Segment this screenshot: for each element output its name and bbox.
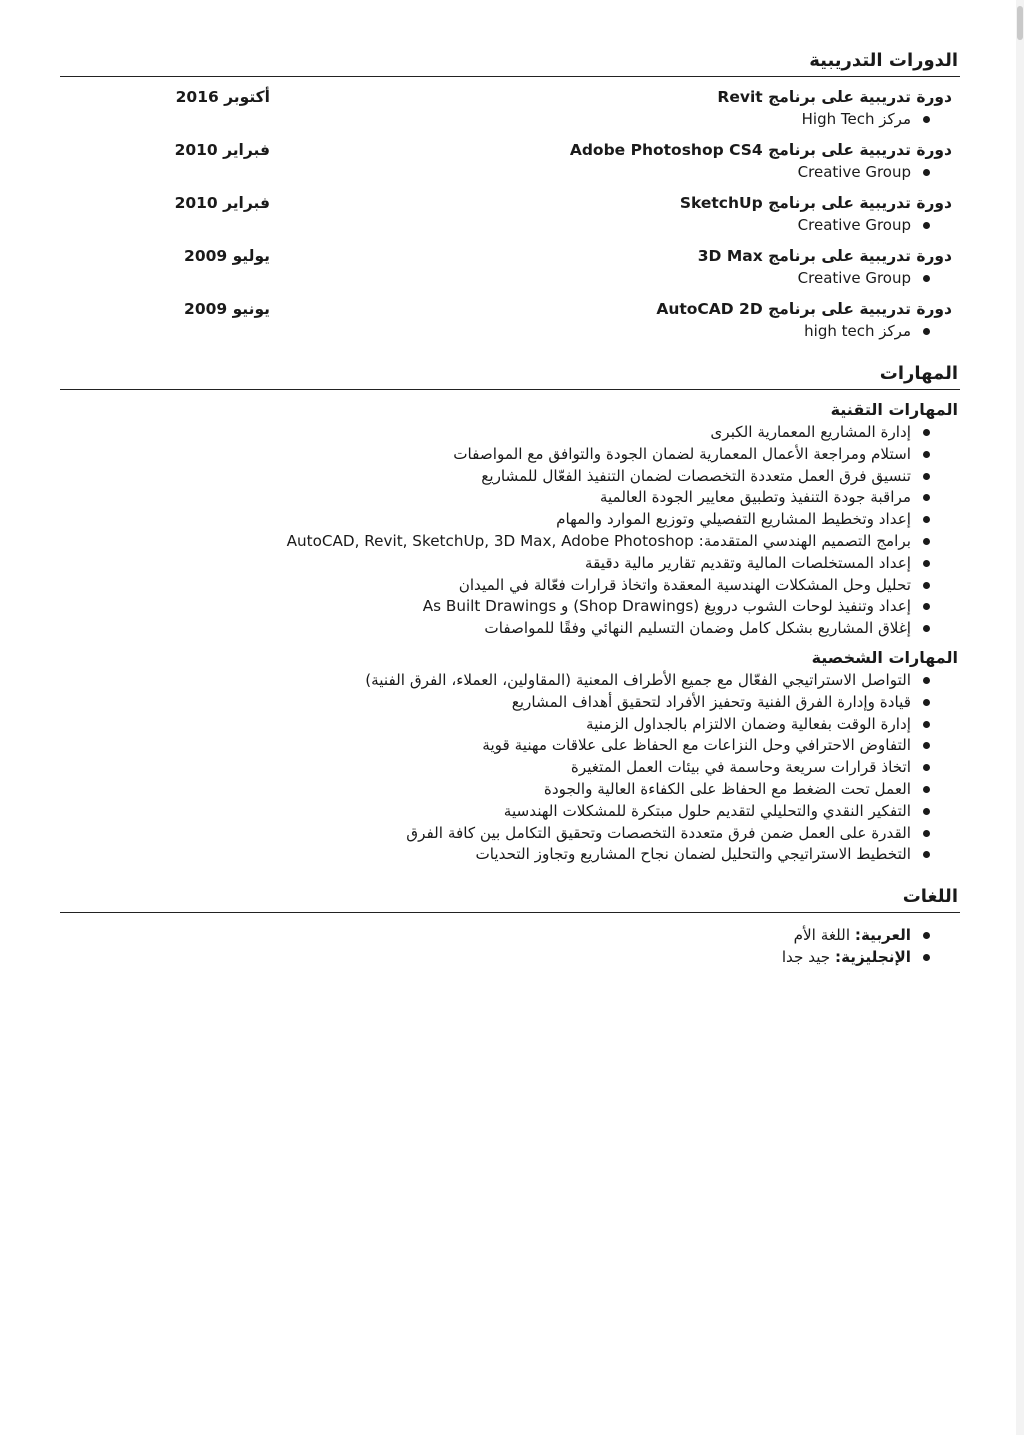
bullet-icon — [923, 699, 930, 706]
list-item: إدارة المشاريع المعمارية الكبرى — [60, 422, 960, 444]
list-item: التخطيط الاستراتيجي والتحليل لضمان نجاح المشاريع وتجاوز التحديات — [60, 844, 960, 866]
bullet-icon — [923, 494, 930, 501]
section-divider — [60, 912, 960, 913]
bullet-icon — [923, 625, 930, 632]
bullet-icon — [923, 473, 930, 480]
resume-page — [60, 48, 960, 969]
languages-list — [60, 925, 960, 969]
course-item — [60, 297, 960, 361]
course-org: Creative Group — [798, 267, 952, 289]
list-item: استلام ومراجعة الأعمال المعمارية لضمان الجودة والتوافق مع المواصفات — [60, 444, 960, 466]
course-title: دورة تدريبية على برنامج 3D Max — [697, 247, 952, 265]
bullet-icon — [923, 328, 930, 335]
list-item: مراقبة جودة التنفيذ وتطبيق معايير الجودة العالمية — [60, 487, 960, 509]
bullet-icon — [923, 851, 930, 858]
languages-section — [60, 884, 960, 969]
languages-section-title: اللغات — [902, 886, 958, 908]
list-item: التفاوض الاحترافي وحل النزاعات مع الحفاظ على علاقات مهنية قوية — [60, 735, 960, 757]
list-item: القدرة على العمل ضمن فرق متعددة التخصصات وتحقيق التكامل بين كافة الفرق — [60, 823, 960, 845]
course-date: فبراير 2010 — [174, 194, 270, 212]
list-item — [60, 947, 960, 969]
course-item — [60, 138, 960, 191]
scrollbar-thumb[interactable] — [1017, 6, 1023, 40]
skills-section-title: المهارات — [879, 363, 958, 384]
course-item — [60, 191, 960, 244]
training-section-title: الدورات التدريبية — [809, 50, 958, 71]
list-item — [60, 925, 960, 947]
list-item: العمل تحت الضغط مع الحفاظ على الكفاءة العالية والجودة — [60, 779, 960, 801]
technical-skills-title: المهارات التقنية — [830, 400, 958, 419]
list-item: قيادة وإدارة الفرق الفنية وتحفيز الأفراد لتحقيق أهداف المشاريع — [60, 692, 960, 714]
language-level: جيد جدا — [781, 947, 835, 966]
course-org: مركز High Tech — [802, 108, 952, 130]
language-level: اللغة الأم — [793, 926, 855, 945]
course-item — [60, 85, 960, 138]
bullet-icon — [923, 429, 930, 436]
bullet-icon — [923, 516, 930, 523]
bullet-icon — [923, 538, 930, 545]
bullet-icon — [923, 786, 930, 793]
language-name: الإنجليزية: — [835, 947, 911, 966]
section-divider — [60, 389, 960, 390]
bullet-icon — [923, 764, 930, 771]
scrollbar[interactable] — [1016, 0, 1024, 1435]
course-title: دورة تدريبية على برنامج Revit — [717, 88, 952, 106]
list-item: إعداد وتنفيذ لوحات الشوب درويغ (Shop Drawings) و As Built Drawings — [60, 596, 960, 618]
bullet-icon — [923, 169, 930, 176]
list-item: إعداد وتخطيط المشاريع التفصيلي وتوزيع الموارد والمهام — [60, 509, 960, 531]
bullet-icon — [923, 560, 930, 567]
list-item: إعداد المستخلصات المالية وتقديم تقارير مالية دقيقة — [60, 553, 960, 575]
language-name: العربية: — [854, 926, 911, 945]
list-item: تحليل وحل المشكلات الهندسية المعقدة واتخاذ قرارات فعّالة في الميدان — [60, 575, 960, 597]
bullet-icon — [923, 932, 930, 939]
bullet-icon — [923, 808, 930, 815]
bullet-icon — [923, 954, 930, 961]
course-date: فبراير 2010 — [174, 141, 270, 159]
course-date: أكتوبر 2016 — [175, 88, 270, 106]
course-title: دورة تدريبية على برنامج AutoCAD 2D — [656, 300, 952, 318]
personal-skills-title: المهارات الشخصية — [811, 647, 958, 667]
course-title: دورة تدريبية على برنامج Adobe Photoshop CS4 — [569, 141, 952, 159]
course-item — [60, 244, 960, 297]
bullet-icon — [923, 275, 930, 282]
bullet-icon — [923, 677, 930, 684]
course-title: دورة تدريبية على برنامج SketchUp — [679, 194, 952, 212]
bullet-icon — [923, 603, 930, 610]
bullet-icon — [923, 451, 930, 458]
section-divider — [60, 76, 960, 77]
list-item: التواصل الاستراتيجي الفعّال مع جميع الأطراف المعنية (المقاولين، العملاء، الفرق الفنية) — [60, 670, 960, 692]
personal-skills-list — [60, 670, 960, 866]
list-item: إغلاق المشاريع بشكل كامل وضمان التسليم النهائي وفقًا للمواصفات — [60, 618, 960, 640]
training-section — [60, 48, 960, 361]
bullet-icon — [923, 830, 930, 837]
list-item: التفكير النقدي والتحليلي لتقديم حلول مبتكرة للمشكلات الهندسية — [60, 801, 960, 823]
list-item: إدارة الوقت بفعالية وضمان الالتزام بالجداول الزمنية — [60, 714, 960, 736]
bullet-icon — [923, 116, 930, 123]
course-date: يونيو 2009 — [184, 300, 270, 318]
bullet-icon — [923, 222, 930, 229]
technical-skills-list — [60, 422, 960, 640]
bullet-icon — [923, 742, 930, 749]
list-item: اتخاذ قرارات سريعة وحاسمة في بيئات العمل المتغيرة — [60, 757, 960, 779]
bullet-icon — [923, 721, 930, 728]
skills-section — [60, 361, 960, 866]
course-org: مركز high tech — [804, 320, 952, 342]
bullet-icon — [923, 582, 930, 589]
course-date: يوليو 2009 — [184, 247, 270, 265]
list-item: برامج التصميم الهندسي المتقدمة: AutoCAD, Revit, SketchUp, 3D Max, Adobe Photoshop — [60, 531, 960, 553]
course-org: Creative Group — [798, 161, 952, 183]
list-item: تنسيق فرق العمل متعددة التخصصات لضمان التنفيذ الفعّال للمشاريع — [60, 466, 960, 488]
course-org: Creative Group — [798, 214, 952, 236]
